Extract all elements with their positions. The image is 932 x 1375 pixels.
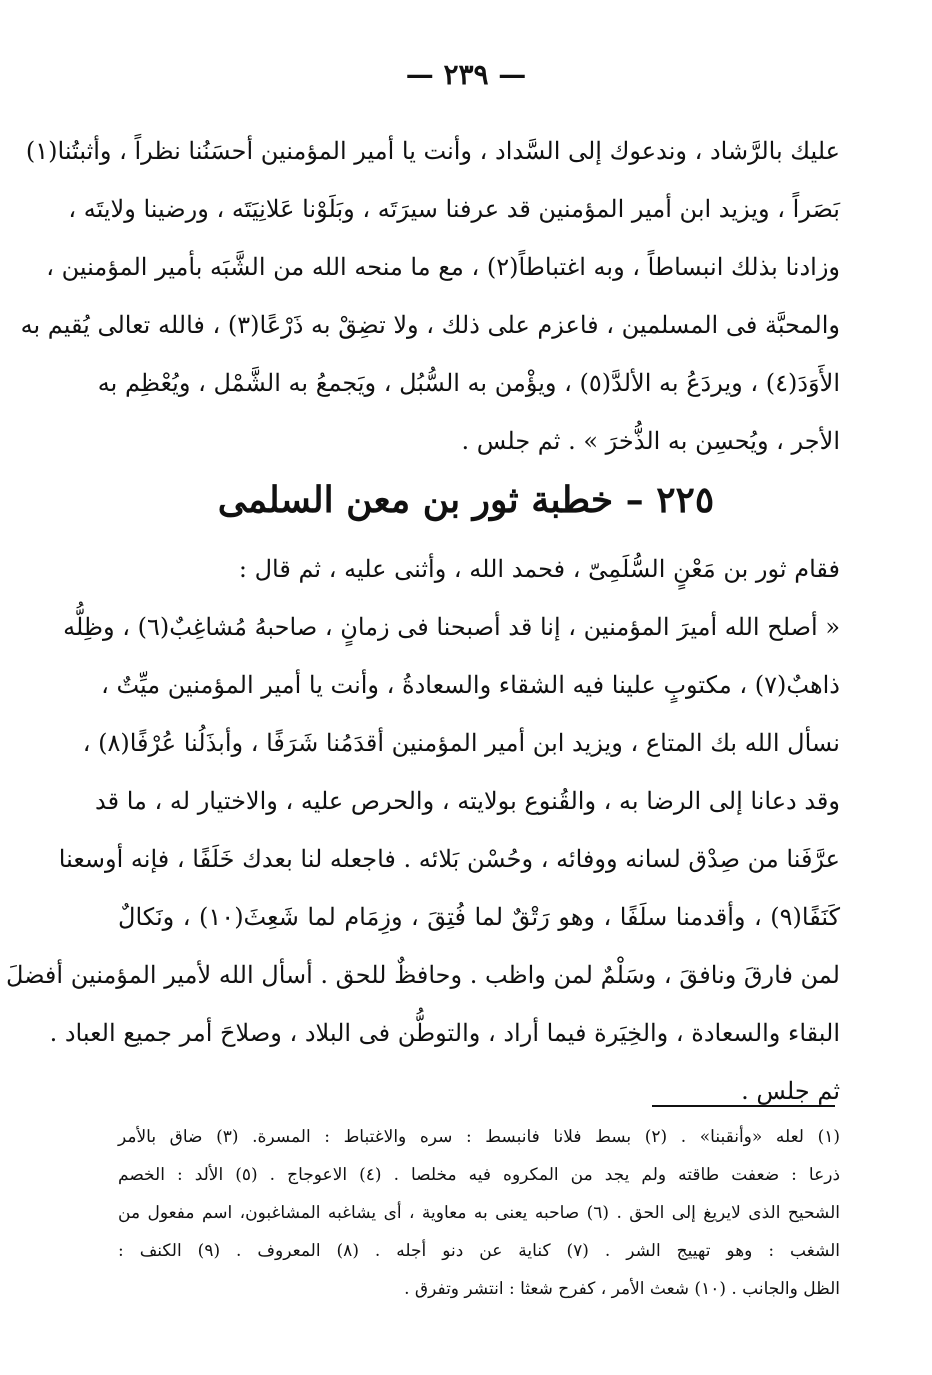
text-line: نسأل الله بك المتاع ، ويزيد ابن أمير المؤمنين أقدَمُنا شَرَفًا ، وأبذَلُنا عُرْفًا(٨) ،	[82, 729, 840, 757]
text-line: وقد دعانا إلى الرضا به ، والقُنوع بولايته ، والحرص عليه ، والاختيار له ، ما قد	[95, 787, 840, 815]
text-line: والمحبَّة فى المسلمين ، فاعزم على ذلك ، ولا تضِقْ به ذَرْعًا(٣) ، فالله تعالى يُقيم به	[20, 311, 840, 339]
text-line: عرَّفَنا من صِدْق لسانه ووفائه ، وحُسْن بَلائه . فاجعله لنا بعدك خَلَفًا ، فإنه أوسعنا	[58, 845, 840, 873]
text-line: ذاهبٌ(٧) ، مكتوبٍ علينا فيه الشقاء والسعادةُ ، وأنت يا أمير المؤمنين ميِّتٌ ،	[101, 671, 840, 699]
text-line: فقام ثور بن مَعْنٍ السُّلَمِىّ ، فحمد الله ، وأثنى عليه ، ثم قال :	[238, 555, 840, 583]
text-line: لمن فارقَ ونافقَ ، وسَلْمٌ لمن واظب . وحافظٌ للحق . أسأل الله لأمير المؤمنين أفضلَ	[5, 961, 840, 989]
text-line: وزادنا بذلك انبساطاً ، وبه اغتباطاً(٢) ، مع ما منحه الله من الشَّبَه بأمير المؤمنين ،	[46, 253, 840, 281]
sermon-paragraph	[5, 540, 840, 1120]
text-line: ثم جلس .	[741, 1077, 840, 1105]
text-line: الأَوَدَ(٤) ، ويردَعُ به الألدَّ(٥) ، ويؤْمن به السُّبُل ، ويَجمعُ به الشَّمْل ، ويُعْظِم به	[97, 369, 840, 397]
text-line: « أصلح الله أميرَ المؤمنين ، إنا قد أصبحنا فى زمانٍ ، صاحبهُ مُشاغِبٌ(٦) ، وظِلُّه	[63, 613, 840, 641]
page-number: — ٢٣٩ —	[405, 58, 527, 91]
footnote-line: (١) لعله «وأنقبنا» . (٢) بسط فلانا فانبسط : سره والاغتباط : المسرة. (٣) ضاق بالأمر	[118, 1127, 840, 1147]
footnote-divider	[652, 1105, 835, 1107]
text-line: عليك بالرَّشاد ، وندعوك إلى السَّداد ، وأنت يا أمير المؤمنين أحسَنُنا نظراً ، وأثبتُنا(١)	[25, 137, 840, 165]
footnotes	[118, 1118, 840, 1308]
footnote-line: ذرعا : ضعفت طاقته ولم يجد من المكروه فيه مخلصا . (٤) الاعوجاج . (٥) الألد : الخصم	[118, 1165, 841, 1185]
text-line: البقاء والسعادة ، والخِيَرة فيما أراد ، والتوطُّن فى البلاد ، وصلاحَ أمر جميع العباد .	[49, 1019, 840, 1047]
footnote-line: الشحيح الذى لايريغ إلى الحق . (٦) صاحبه يعنى به معاوية ، أى يشاغبه المشاغبون، اسم مفعول من	[118, 1203, 840, 1223]
speech-conclusion-paragraph	[20, 122, 840, 470]
text-line: الأجر ، ويُحسِن به الذُّخرَ » . ثم جلس .	[461, 427, 840, 455]
footnote-line: الظل والجانب . (١٠) شعث الأمر ، كفرح شعثا : انتشر وتفرق .	[404, 1279, 840, 1299]
section-heading: ٢٢٥ – خطبة ثور بن معن السلمى	[217, 479, 715, 521]
text-line: بَصَراً ، ويزيد ابن أمير المؤمنين قد عرفنا سيرَتَه ، وبَلَوْنا عَلانِيَتَه ، ورضينا ولايتَه ،	[68, 195, 840, 223]
footnote-line: الشغب : وهو تهييج الشر . (٧) كناية عن دنو أجله . (٨) المعروف . (٩) الكنف :	[118, 1241, 841, 1261]
text-line: كَنَفًا(٩) ، وأقدمنا سلَفًا ، وهو رَتْقٌ لما فُتِقَ ، وزِمَام لما شَعِثَ(١٠) ، ونَكالٌ	[118, 903, 840, 931]
